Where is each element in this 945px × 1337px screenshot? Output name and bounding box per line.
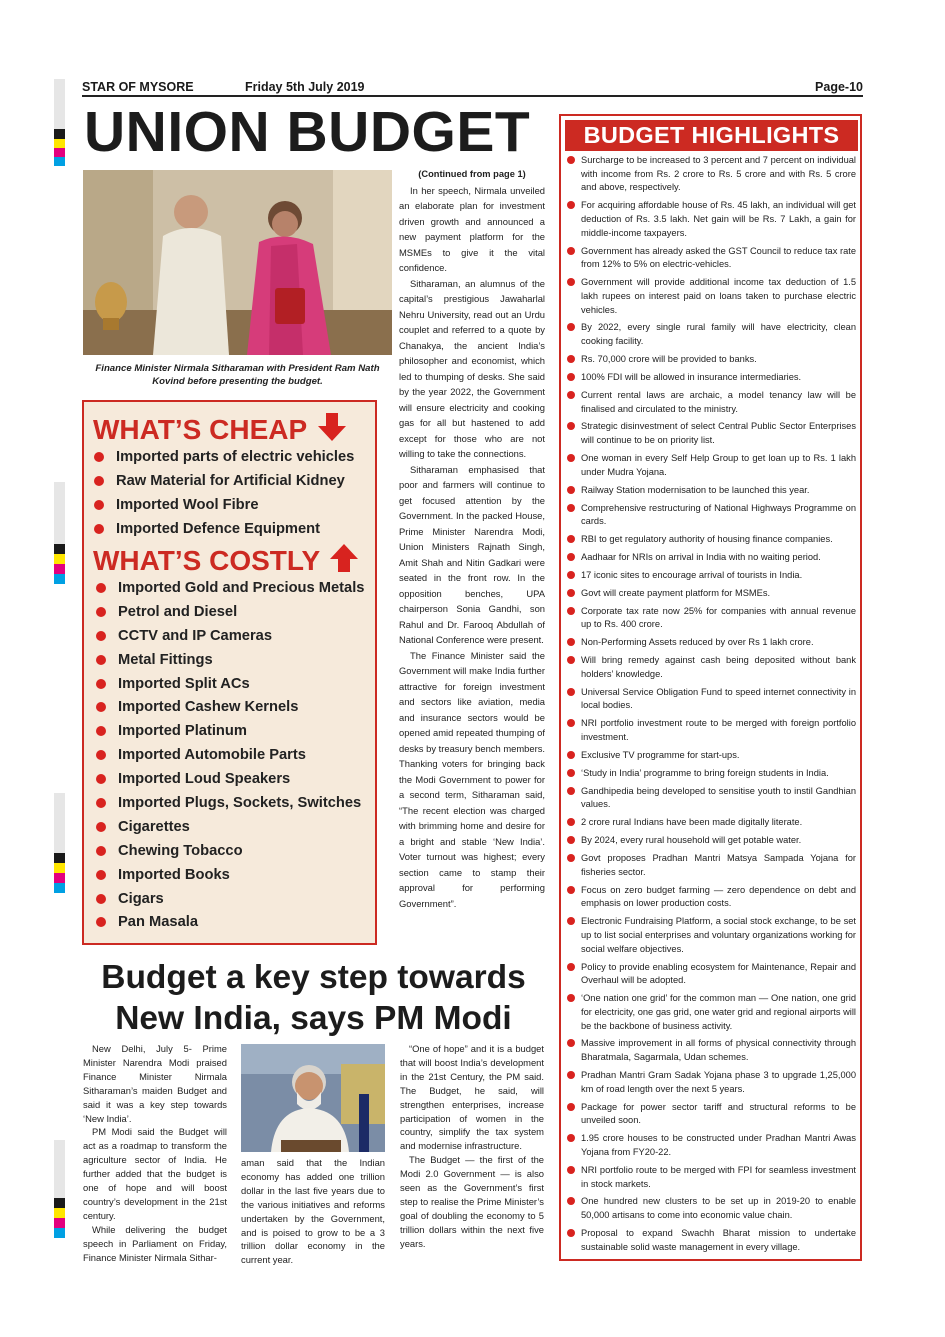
bullet-icon bbox=[567, 787, 575, 795]
highlight-item-text: Surcharge to be increased to 3 percent and 7 percent on individual with income from Rs. 2 crore to Rs. 5 crore and with Rs. 5 crore and above, respectively. bbox=[581, 155, 856, 193]
highlights-list bbox=[581, 154, 856, 1259]
highlight-item bbox=[581, 654, 856, 681]
story-column-3 bbox=[400, 1042, 544, 1251]
highlight-item bbox=[581, 276, 856, 317]
highlight-item-text: One woman in every Self Help Group to get loan up to Rs. 1 lakh under Mudra Yojana. bbox=[581, 453, 856, 477]
article-paragraph: The Finance Minister said the Government will make India further attractive for foreign investment and sectors like aviation, media and insurance sectors would be opened amid repeated thumping of desks by treasury bench members. Thanking voters for bringing back the Modi Government to power for a second term, Sitharaman said, “The recent election was charged with brimming home and desire for a bright and stable ‘New India’. Voter turnout was highest; every section came to stamp their approval for performing Government”. bbox=[399, 649, 545, 909]
issue-date: Friday 5th July 2019 bbox=[245, 80, 365, 94]
modi-photo bbox=[241, 1044, 385, 1152]
story-headline: Budget a key step towards New India, says PM Modi bbox=[101, 959, 526, 1037]
costly-item-text: Imported Loud Speakers bbox=[118, 771, 291, 788]
budget-highlights-box bbox=[559, 114, 862, 1261]
story-paragraph: The Budget — the first of the Modi 2.0 Government — is also seen as the Government’s first step to realise the Prime Minister’s goal of doubling the economy to 5 trillion dollars within the next five years. bbox=[400, 1154, 544, 1249]
bullet-icon bbox=[96, 702, 106, 712]
cheap-item bbox=[116, 521, 354, 545]
bullet-icon bbox=[96, 822, 106, 832]
bullet-icon bbox=[567, 1134, 575, 1142]
story-paragraph: PM Modi said the Budget will act as a roadmap to transform the agriculture sector of India. He further added that the budget is one of hope and will boost country’s development in the 21st century. bbox=[83, 1126, 227, 1221]
costly-item bbox=[118, 652, 364, 676]
highlight-item bbox=[581, 749, 856, 763]
bullet-icon bbox=[567, 1166, 575, 1174]
budget-highlights-title: BUDGET HIGHLIGHTS bbox=[565, 120, 858, 151]
story-paragraph: New Delhi, July 5- Prime Minister Narendra Modi praised Finance Minister Nirmala Sitharaman’s maiden Budget and said it was a key step towards ‘New India’. bbox=[83, 1043, 227, 1124]
highlight-item-text: Aadhaar for NRIs on arrival in India with no waiting period. bbox=[581, 552, 821, 563]
costly-item bbox=[118, 771, 364, 795]
costly-item bbox=[118, 628, 364, 652]
bullet-icon bbox=[567, 391, 575, 399]
costly-item bbox=[118, 676, 364, 700]
highlight-item-text: Current rental laws are archaic, a model tenancy law will be finalised and circulated to the ministry. bbox=[581, 389, 856, 414]
bullet-icon bbox=[96, 870, 106, 880]
bullet-icon bbox=[567, 355, 575, 363]
bullet-icon bbox=[567, 854, 575, 862]
highlight-item-text: ‘Study in India’ programme to bring foreign students in India. bbox=[581, 767, 829, 778]
highlight-item-text: NRI portfolio investment route to be merged with foreign portfolio investment. bbox=[581, 718, 856, 743]
bullet-icon bbox=[96, 726, 106, 736]
highlight-item bbox=[581, 961, 856, 988]
highlight-item-text: By 2024, every rural household will get potable water. bbox=[581, 835, 802, 846]
story-paragraph: aman said that the Indian economy has added one trillion dollar in the last five years due to the various initiatives and reforms undertaken by the Government, and is poised to grow to be a 3 trillion dollar economy in the current year. bbox=[241, 1157, 385, 1266]
cheap-item-text: Imported Defence Equipment bbox=[116, 521, 321, 537]
bullet-icon bbox=[96, 798, 106, 808]
highlight-item-text: NRI portfolio route to be merged with FPI for seamless investment in stock markets. bbox=[581, 1164, 856, 1189]
bullet-icon bbox=[94, 524, 104, 534]
highlight-item-text: Govt will create payment platform for MSMEs. bbox=[581, 587, 771, 598]
highlight-item bbox=[581, 636, 856, 650]
highlight-item-text: Strategic disinvestment of select Central Public Sector Enterprises will continue to be on priority list. bbox=[581, 421, 856, 446]
highlight-item bbox=[581, 1227, 856, 1254]
bullet-icon bbox=[567, 278, 575, 286]
bullet-icon bbox=[567, 535, 575, 543]
costly-item bbox=[118, 699, 364, 723]
costly-item-text: Imported Plugs, Sockets, Switches bbox=[118, 795, 362, 812]
cheap-costly-box bbox=[82, 400, 377, 945]
bullet-icon bbox=[567, 886, 575, 894]
masthead bbox=[82, 79, 863, 97]
bullet-icon bbox=[567, 751, 575, 759]
photo-illustration bbox=[83, 170, 392, 355]
bullet-icon bbox=[567, 1229, 575, 1237]
highlight-item-text: Proposal to expand Swachh Bharat mission to undertake sustainable solid waste management in every village. bbox=[581, 1228, 856, 1252]
bullet-icon bbox=[567, 769, 575, 777]
costly-item-text: Petrol and Diesel bbox=[118, 603, 238, 620]
bullet-icon bbox=[96, 631, 106, 641]
highlight-item bbox=[581, 992, 856, 1033]
highlight-item bbox=[581, 785, 856, 812]
bullet-icon bbox=[94, 500, 104, 510]
highlight-item bbox=[581, 915, 856, 956]
bullet-icon bbox=[567, 323, 575, 331]
whats-costly-heading: WHAT’S COSTLY bbox=[93, 543, 359, 575]
highlight-item bbox=[581, 245, 856, 272]
highlight-item bbox=[581, 353, 856, 367]
costly-item-text: Cigarettes bbox=[118, 818, 190, 835]
bullet-icon bbox=[96, 750, 106, 760]
highlight-item-text: Package for power sector tariff and structural reforms to be unveiled soon. bbox=[581, 1101, 856, 1126]
costly-item bbox=[118, 891, 364, 915]
costly-item bbox=[118, 747, 364, 771]
highlight-item bbox=[581, 420, 856, 447]
highlight-item-text: Will bring remedy against cash being deposited without bank holders’ knowledge. bbox=[581, 655, 856, 679]
cheap-item-text: Raw Material for Artificial Kidney bbox=[116, 473, 345, 489]
highlight-item-text: 1.95 crore houses to be constructed under Pradhan Mantri Awas Yojana from FY20-22. bbox=[581, 1133, 856, 1157]
highlight-item bbox=[581, 199, 856, 240]
highlight-item bbox=[581, 852, 856, 879]
cheap-items-list bbox=[116, 449, 354, 545]
continued-note: (Continued from page 1) bbox=[418, 169, 526, 179]
highlight-item-text: RBI to get regulatory authority of housing finance companies. bbox=[581, 534, 833, 545]
highlight-item-text: One hundred new clusters to be set up in 2019-20 to enable 50,000 artisans to come into economic value chain. bbox=[581, 1196, 856, 1221]
bullet-icon bbox=[96, 607, 106, 617]
costly-item bbox=[118, 867, 364, 891]
bullet-icon bbox=[567, 589, 575, 597]
costly-item-text: Imported Gold and Precious Metals bbox=[118, 580, 365, 596]
highlight-item-text: 2 crore rural Indians have been made digitally literate. bbox=[581, 817, 803, 828]
page-number: Page-10 bbox=[815, 80, 863, 94]
costly-item bbox=[118, 843, 364, 867]
highlight-item-text: Government will provide additional income tax deduction of 1.5 lakh rupees on interest paid on loans taken to purchase electric vehicles. bbox=[581, 277, 856, 315]
bullet-icon bbox=[96, 917, 106, 927]
bullet-icon bbox=[96, 679, 106, 689]
cheap-item-text: Imported Wool Fibre bbox=[116, 497, 259, 513]
bullet-icon bbox=[94, 476, 104, 486]
highlight-item-text: Policy to provide enabling ecosystem for Maintenance, Repair and Overhaul will be adopted. bbox=[581, 961, 856, 986]
bullet-icon bbox=[567, 638, 575, 646]
costly-item bbox=[118, 723, 364, 747]
bullet-icon bbox=[567, 553, 575, 561]
highlight-item-text: Massive improvement in all forms of physical connectivity through Bharatmala, Sagarmala, Udan schemes. bbox=[581, 1038, 856, 1063]
cheap-item bbox=[116, 473, 354, 497]
highlight-item-text: Comprehensive restructuring of National Highways Programme on cards. bbox=[581, 502, 856, 527]
registration-strip-top bbox=[54, 79, 65, 166]
bullet-icon bbox=[567, 1071, 575, 1079]
highlight-item bbox=[581, 605, 856, 632]
highlight-item bbox=[581, 1195, 856, 1222]
bullet-icon bbox=[96, 894, 106, 904]
bullet-icon bbox=[567, 994, 575, 1002]
story-paragraph: “One of hope” and it is a budget that will boost India’s development in the 21st Century, the PM said. The Budget, he said, will strengthen enterprises, increase participation of women in the country, simplify the tax system and modernise infrastructure. bbox=[400, 1043, 544, 1152]
sitharaman-kovind-photo bbox=[83, 170, 392, 355]
photo-caption: Finance Minister Nirmala Sitharaman with President Ram Nath Kovind before presenting the budget. bbox=[95, 363, 380, 387]
highlight-item bbox=[581, 816, 856, 830]
bullet-icon bbox=[96, 655, 106, 665]
highlight-item-text: Government has already asked the GST Council to reduce tax rate from 12% to 5% on electric-vehicles. bbox=[581, 245, 856, 270]
highlight-item bbox=[581, 154, 856, 195]
highlight-item bbox=[581, 1101, 856, 1128]
highlight-item-text: Universal Service Obligation Fund to speed internet connectivity in local bodies. bbox=[581, 686, 856, 711]
story-paragraph: While delivering the budget speech in Parliament on Friday, Finance Minister Nirmala Sithar- bbox=[83, 1223, 227, 1263]
costly-item-text: Imported Split ACs bbox=[118, 675, 250, 692]
registration-strip-lower bbox=[54, 793, 65, 893]
costly-item bbox=[118, 604, 364, 628]
paper-name: STAR OF MYSORE bbox=[82, 80, 194, 94]
costly-item-text: Imported Automobile Parts bbox=[118, 747, 306, 764]
bullet-icon bbox=[567, 156, 575, 164]
cheap-item bbox=[116, 449, 354, 473]
highlight-item bbox=[581, 551, 856, 565]
highlight-item-text: By 2022, every single rural family will have electricity, clean cooking facility. bbox=[581, 322, 856, 347]
bullet-icon bbox=[567, 504, 575, 512]
bullet-icon bbox=[567, 486, 575, 494]
highlight-item-text: Electronic Fundraising Platform, a social stock exchange, to be set up to list social enterprises and voluntary organizations working for social welfare objectives. bbox=[581, 916, 856, 954]
bullet-icon bbox=[567, 422, 575, 430]
highlight-item bbox=[581, 1164, 856, 1191]
highlight-item bbox=[581, 834, 856, 848]
highlight-item-text: Railway Station modernisation to be launched this year. bbox=[581, 484, 810, 495]
highlight-item bbox=[581, 884, 856, 911]
highlight-item bbox=[581, 1037, 856, 1064]
costly-item-text: Chewing Tobacco bbox=[118, 842, 243, 859]
arrow-up-icon bbox=[329, 543, 359, 573]
bullet-icon bbox=[567, 719, 575, 727]
costly-item-text: Pan Masala bbox=[118, 914, 199, 931]
bullet-icon bbox=[567, 963, 575, 971]
highlight-item bbox=[581, 569, 856, 583]
highlight-item bbox=[581, 321, 856, 348]
costly-item-text: Imported Platinum bbox=[118, 723, 247, 740]
highlight-item bbox=[581, 587, 856, 601]
costly-item-text: Metal Fittings bbox=[118, 651, 213, 668]
costly-item-text: Cigars bbox=[118, 890, 164, 907]
costly-item bbox=[118, 795, 364, 819]
bullet-icon bbox=[567, 1039, 575, 1047]
registration-strip-middle bbox=[54, 482, 65, 584]
arrow-down-icon bbox=[317, 412, 347, 442]
modi-photo-illustration bbox=[241, 1044, 385, 1152]
highlight-item bbox=[581, 484, 856, 498]
article-paragraph: Sitharaman, an alumnus of the capital’s prestigious Jawaharlal Nehru University, read out an Urdu couplet and referred to a quote by Chanakya, the ancient India’s philosopher and economist, which led to thumping of desks. She said by the year 2022, the Government will ensure electricity and cooking gas for all but hastened to add except for those who are not willing to take the connections. bbox=[399, 277, 545, 459]
highlight-item-text: Focus on zero budget farming — zero dependence on debt and emphasis on lower production costs. bbox=[581, 884, 856, 909]
highlight-item bbox=[581, 452, 856, 479]
registration-strip-bottom bbox=[54, 1140, 65, 1238]
highlight-item bbox=[581, 1069, 856, 1096]
highlight-item-text: For acquiring affordable house of Rs. 45 lakh, an individual will get deduction of Rs. 3.5 lakh. Net gain will be Rs. 7 Lakh, a gain for middle-income taxpayers. bbox=[581, 200, 856, 238]
highlight-item bbox=[581, 717, 856, 744]
section-title: UNION BUDGET bbox=[84, 100, 531, 164]
highlight-item bbox=[581, 767, 856, 781]
highlight-item bbox=[581, 389, 856, 416]
bullet-icon bbox=[96, 846, 106, 856]
bullet-icon bbox=[567, 1103, 575, 1111]
bullet-icon bbox=[567, 571, 575, 579]
costly-item bbox=[118, 914, 364, 938]
highlight-item-text: 17 iconic sites to encourage arrival of tourists in India. bbox=[581, 569, 803, 580]
bullet-icon bbox=[567, 836, 575, 844]
story-column-2 bbox=[241, 1156, 385, 1267]
bullet-icon bbox=[567, 1197, 575, 1205]
bullet-icon bbox=[96, 583, 106, 593]
costly-item bbox=[118, 819, 364, 843]
highlight-item bbox=[581, 371, 856, 385]
costly-item-text: Imported Books bbox=[118, 866, 230, 883]
highlight-item-text: 100% FDI will be allowed in insurance intermediaries. bbox=[581, 371, 802, 382]
bullet-icon bbox=[94, 452, 104, 462]
bullet-icon bbox=[567, 201, 575, 209]
costly-items-list bbox=[118, 580, 364, 938]
highlight-item bbox=[581, 1132, 856, 1159]
bullet-icon bbox=[567, 818, 575, 826]
highlight-item-text: Govt proposes Pradhan Mantri Matsya Sampada Yojana for fisheries sector. bbox=[581, 853, 856, 877]
highlight-item bbox=[581, 686, 856, 713]
highlight-item-text: Pradhan Mantri Gram Sadak Yojana phase 3 to upgrade 1,25,000 km of road length over the next 5 years. bbox=[581, 1070, 856, 1094]
article-paragraph: Sitharaman emphasised that poor and farmers will continue to get focused attention by the Government. In the packed House, Prime Minister Narendra Modi, Union Ministers Rajnath Singh, Amit Shah and Nitin Gadkari were seated in the front row. In the opposition benches, UPA chairperson Sonia Gandhi, son Rahul and Dr. Farooq Abdullah of National Conference were present. bbox=[399, 463, 545, 645]
story-column-1 bbox=[83, 1042, 227, 1265]
cheap-item bbox=[116, 497, 354, 521]
bullet-icon bbox=[567, 917, 575, 925]
highlight-item-text: Rs. 70,000 crore will be provided to banks. bbox=[581, 354, 757, 365]
bullet-icon bbox=[567, 454, 575, 462]
budget-article-column bbox=[399, 167, 545, 911]
highlight-item-text: ‘One nation one grid’ for the common man — One nation, one grid for electricity, one gas grid, one water grid and regional airports will be the backbone of business activity. bbox=[581, 993, 856, 1031]
highlight-item-text: Non-Performing Assets reduced by over Rs 1 lakh crore. bbox=[581, 637, 814, 648]
bullet-icon bbox=[567, 656, 575, 664]
bullet-icon bbox=[567, 247, 575, 255]
highlight-item-text: Gandhipedia being developed to sensitise youth to instil Gandhian values. bbox=[581, 785, 856, 810]
highlight-item-text: Corporate tax rate now 25% for companies with annual revenue up to Rs. 400 crore. bbox=[581, 605, 856, 630]
highlight-item bbox=[581, 533, 856, 547]
whats-cheap-heading: WHAT’S CHEAP bbox=[93, 412, 347, 444]
highlight-item-text: Exclusive TV programme for start-ups. bbox=[581, 749, 740, 760]
bullet-icon bbox=[567, 607, 575, 615]
article-paragraph: In her speech, Nirmala unveiled an elaborate plan for investment driven growth and announced a new payment platform for the MSMEs to give it the vital confidence. bbox=[399, 184, 545, 273]
costly-item bbox=[118, 580, 364, 604]
bullet-icon bbox=[567, 373, 575, 381]
cheap-item-text: Imported parts of electric vehicles bbox=[116, 449, 355, 465]
bullet-icon bbox=[567, 688, 575, 696]
costly-item-text: CCTV and IP Cameras bbox=[118, 627, 273, 644]
highlight-item bbox=[581, 502, 856, 529]
bullet-icon bbox=[96, 774, 106, 784]
costly-item-text: Imported Cashew Kernels bbox=[118, 699, 299, 716]
